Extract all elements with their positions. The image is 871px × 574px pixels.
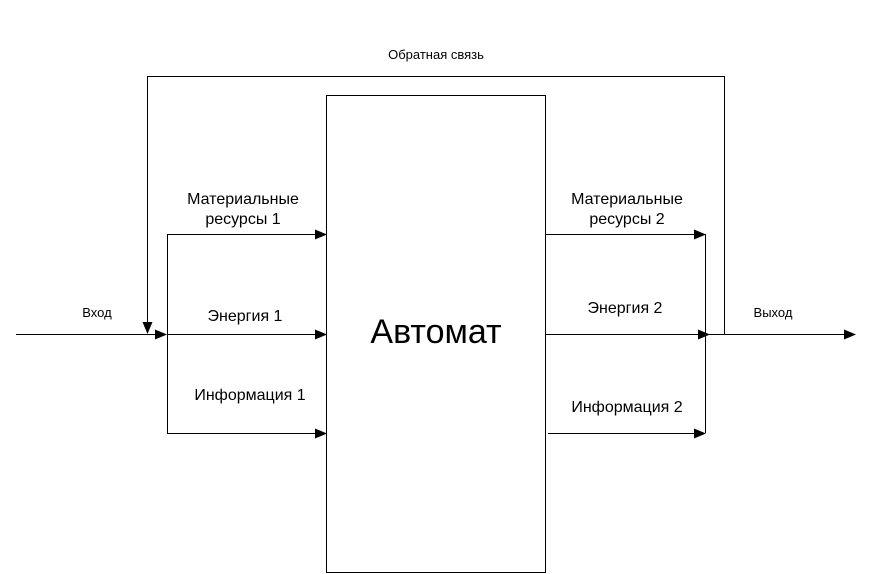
- output-label-energy: Энергия 2: [587, 300, 663, 317]
- output-label-materials: Материальные ресурсы 2: [571, 191, 683, 228]
- input-label: Вход: [82, 305, 112, 320]
- output-label: Выход: [753, 305, 793, 320]
- input-label-energy: Энергия 1: [207, 308, 283, 325]
- input-label-materials: Материальные ресурсы 1: [187, 191, 299, 228]
- input-label-information: Информация 1: [194, 387, 306, 404]
- automat-label: Автомат: [370, 313, 502, 351]
- feedback-label: Обратная связь: [388, 47, 484, 62]
- output-label-information: Информация 2: [571, 399, 683, 416]
